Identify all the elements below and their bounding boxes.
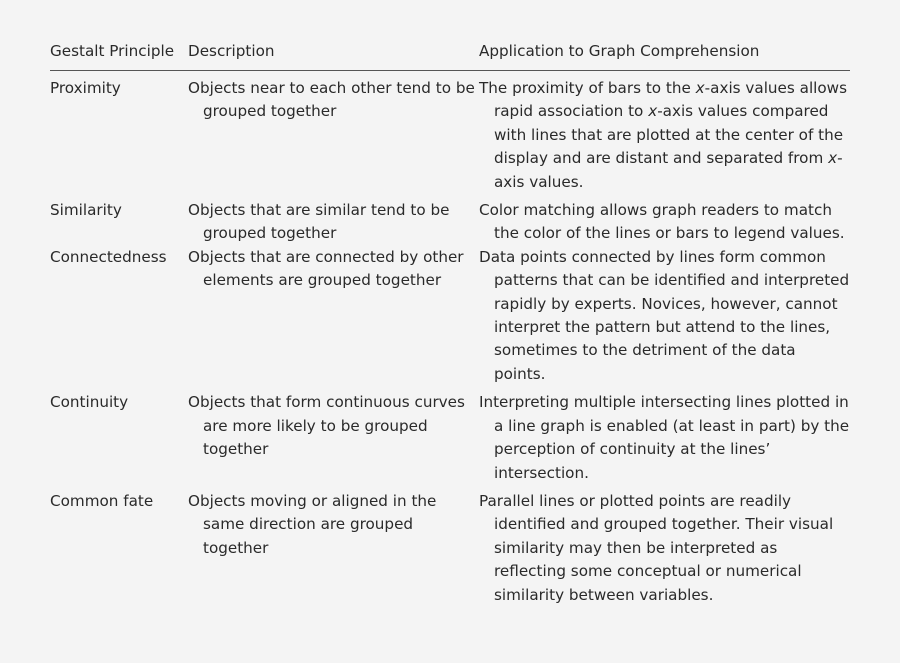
- x-axis-italic: x: [828, 149, 838, 168]
- description-cell: [188, 194, 479, 246]
- table-row-continuity: [50, 386, 850, 485]
- table-row-connectedness: [50, 246, 850, 386]
- description-cell: [188, 386, 479, 485]
- application-text-part: -axis values.: [494, 149, 843, 191]
- description-text: Objects that are connected by other elements are grouped together: [188, 247, 464, 290]
- description-cell: [188, 485, 479, 607]
- application-cell: [479, 386, 850, 485]
- application-cell: [479, 71, 850, 195]
- x-axis-italic: x: [695, 79, 705, 97]
- principle-cell: Similarity: [50, 201, 122, 220]
- header-row: [50, 34, 850, 71]
- application-cell: [479, 485, 850, 607]
- table-header: [50, 34, 850, 71]
- table-row-proximity: [50, 71, 850, 195]
- description-text: Objects that form continuous curves are more likely to be grouped together: [188, 393, 465, 459]
- header-application: Application to Graph Comprehension: [479, 34, 850, 71]
- table-row-similarity: [50, 194, 850, 246]
- application-text: [479, 77, 850, 194]
- principle-cell: Proximity: [50, 79, 121, 97]
- table-row-common-fate: [50, 485, 850, 607]
- description-text: Objects that are similar tend to be grouped together: [188, 201, 450, 243]
- application-text-part: -axis values allows rapid association to: [494, 79, 848, 121]
- description-cell: [188, 246, 479, 386]
- application-text-part: The proximity of bars to the: [479, 79, 696, 97]
- application-cell: [479, 194, 850, 246]
- table-body: [50, 71, 850, 607]
- description-text: Objects near to each other tend to be grouped together: [188, 79, 475, 121]
- x-axis-italic: x: [648, 102, 658, 121]
- application-text: Color matching allows graph readers to match the color of the lines or bars to legend values.: [479, 201, 845, 243]
- gestalt-principles-table: [50, 34, 850, 607]
- application-text: Parallel lines or plotted points are readily identified and grouped together. Their visual similarity may then be interpreted as reflecting some conceptual or numerical similarity between variables.: [479, 491, 834, 604]
- principle-cell: Common fate: [50, 491, 154, 510]
- principle-cell: Connectedness: [50, 247, 167, 266]
- description-cell: [188, 71, 479, 195]
- principle-cell: Continuity: [50, 393, 129, 412]
- header-principle: Gestalt Principle: [50, 34, 188, 71]
- application-text: Data points connected by lines form common patterns that can be identified and interpreted rapidly by experts. Novices, however, cannot interpret the pattern but attend to the lines, sometimes to the detriment of the data points.: [479, 247, 850, 383]
- application-text: Interpreting multiple intersecting lines plotted in a line graph is enabled (at least in part) by the perception of continuity at the lines’ intersection.: [479, 393, 850, 482]
- header-description: Description: [188, 34, 479, 71]
- description-text: Objects moving or aligned in the same direction are grouped together: [188, 491, 437, 557]
- application-cell: [479, 246, 850, 386]
- application-text-part: -axis values compared with lines that are plotted at the center of the display and are distant and separated from: [494, 102, 844, 168]
